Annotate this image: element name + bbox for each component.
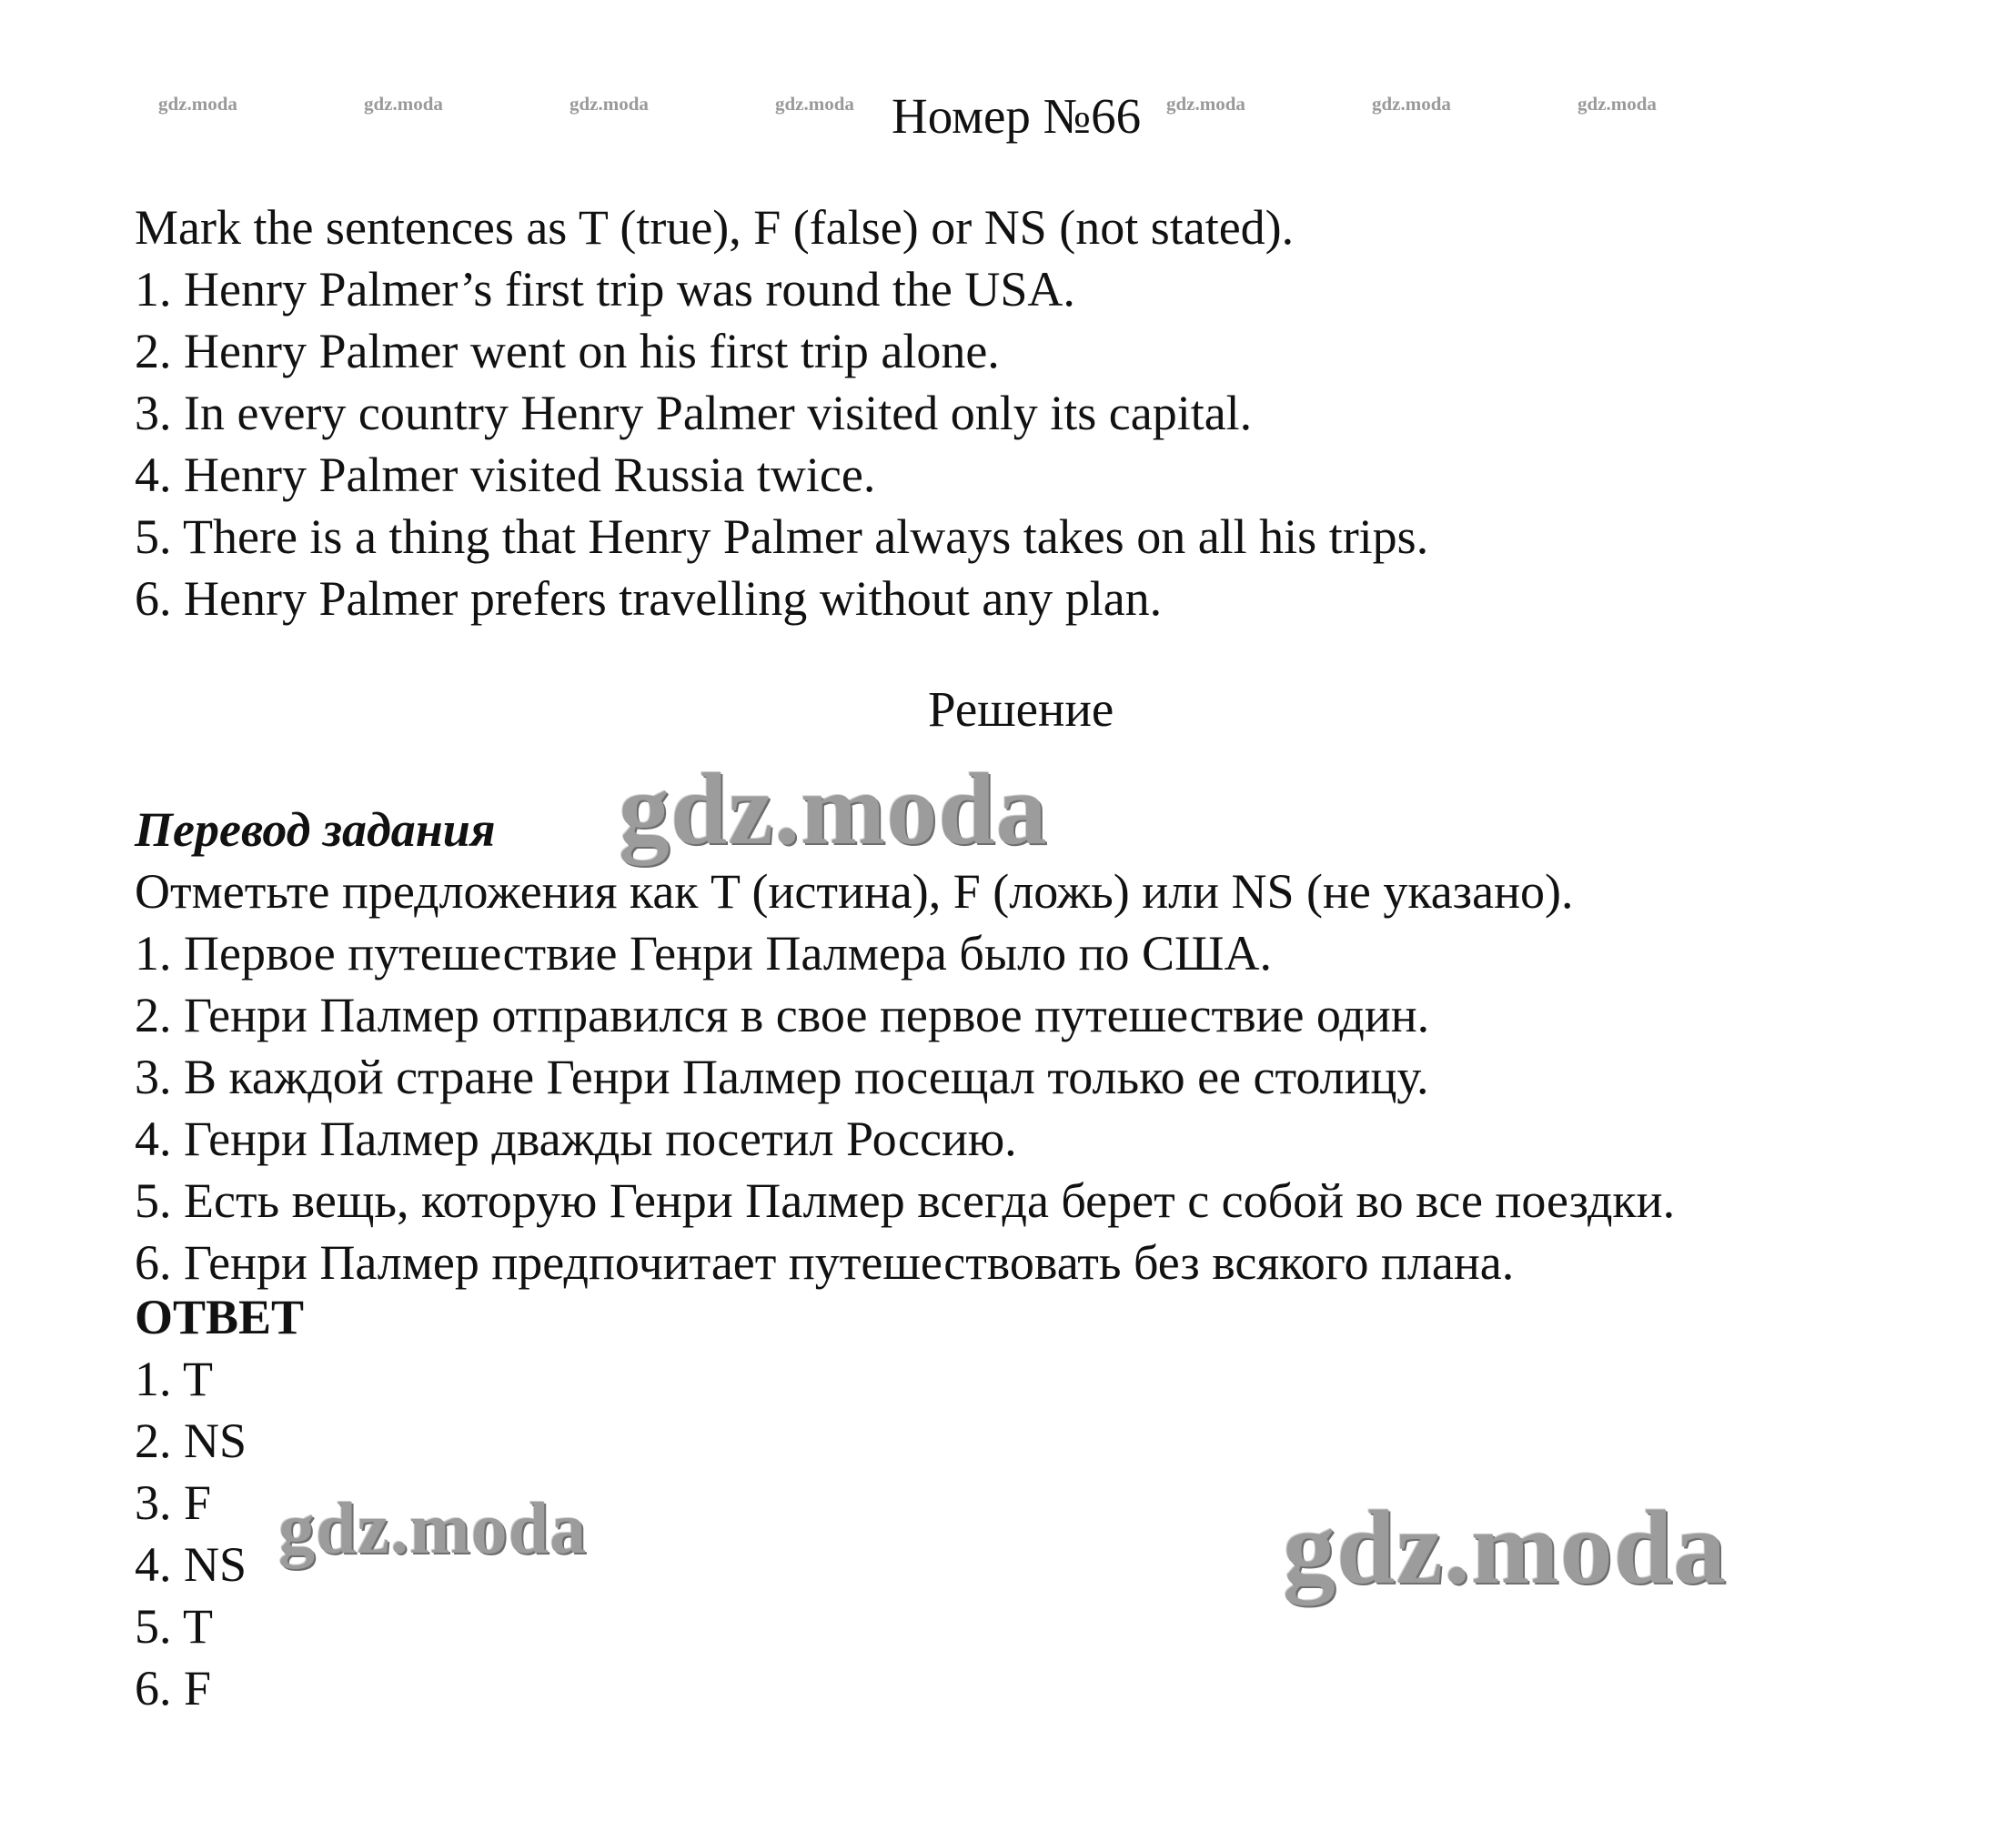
answer-item: 4. NS: [135, 1537, 247, 1592]
answer-item: 6. F: [135, 1661, 212, 1715]
translation-heading: Перевод задания: [135, 802, 496, 857]
answer-heading: ОТВЕТ: [135, 1290, 305, 1344]
watermark-small: gdz.moda: [1578, 93, 1657, 115]
answer-item: 1. T: [135, 1352, 214, 1406]
solution-label: Решение: [928, 681, 1114, 737]
page-title: Номер №66: [892, 88, 1142, 144]
task-item: 3. In every country Henry Palmer visited only its capital.: [135, 386, 1253, 440]
watermark-small: gdz.moda: [570, 93, 649, 115]
task-item: 6. Henry Palmer prefers travelling without any plan.: [135, 571, 1163, 626]
watermark-large: gdz.moda: [278, 1489, 588, 1569]
watermark-small: gdz.moda: [1372, 93, 1451, 115]
task-block: [135, 196, 1428, 629]
watermark-large: gdz.moda: [1283, 1490, 1728, 1606]
watermark-large: gdz.moda: [619, 753, 1048, 866]
watermark-small: gdz.moda: [1166, 93, 1245, 115]
task-item: 4. Henry Palmer visited Russia twice.: [135, 448, 876, 502]
watermark-small: gdz.moda: [364, 93, 443, 115]
task-instruction: Mark the sentences as T (true), F (false) or NS (not stated).: [135, 200, 1295, 255]
answer-list: [135, 1348, 247, 1719]
watermark-small: gdz.moda: [158, 93, 237, 115]
task-item: 2. Henry Palmer went on his first trip alone.: [135, 324, 1000, 378]
task-item: 5. There is a thing that Henry Palmer always takes on all his trips.: [135, 509, 1429, 564]
translation-instruction: Отметьте предложения как T (истина), F (ложь) или NS (не указано).: [135, 864, 1574, 919]
answer-item: 3. F: [135, 1475, 212, 1530]
translation-item: 2. Генри Палмер отправился в свое первое путешествие один.: [135, 988, 1430, 1042]
translation-item: 1. Первое путешествие Генри Палмера было по США.: [135, 926, 1272, 981]
translation-item: 5. Есть вещь, которую Генри Палмер всегда берет с собой во все поездки.: [135, 1173, 1676, 1228]
translation-item: 6. Генри Палмер предпочитает путешествовать без всякого плана.: [135, 1235, 1515, 1290]
answer-item: 5. T: [135, 1599, 214, 1654]
translation-block: [135, 860, 1675, 1293]
answer-item: 2. NS: [135, 1413, 247, 1468]
task-item: 1. Henry Palmer’s first trip was round the USA.: [135, 262, 1075, 317]
watermark-small: gdz.moda: [775, 93, 854, 115]
translation-item: 4. Генри Палмер дважды посетил Россию.: [135, 1112, 1017, 1166]
translation-item: 3. В каждой стране Генри Палмер посещал только ее столицу.: [135, 1050, 1429, 1104]
